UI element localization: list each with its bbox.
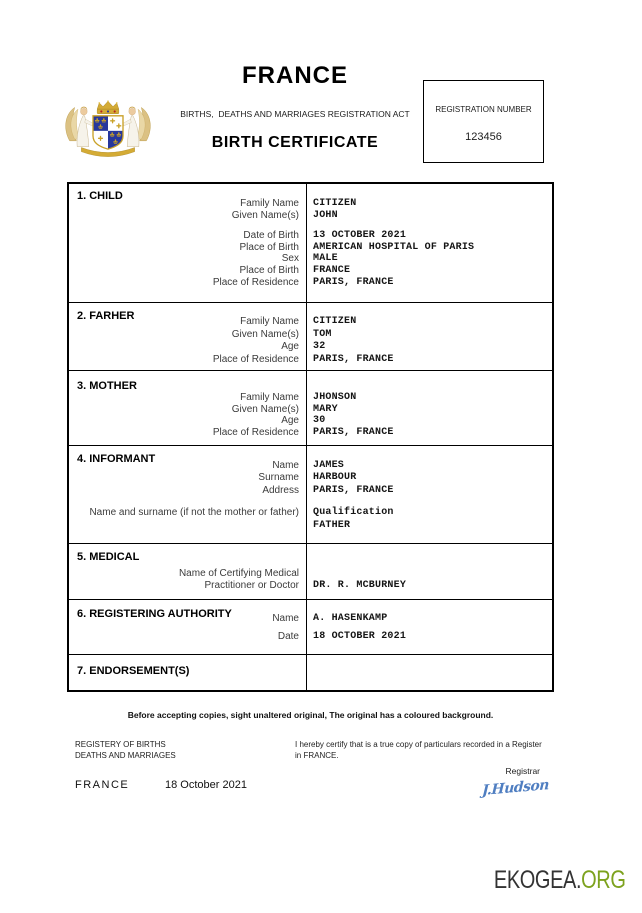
registrar-label: Registrar [505, 766, 540, 776]
field-label: Name [272, 460, 299, 471]
field-value: PARIS, FRANCE [313, 353, 394, 365]
field-label: Given Name(s) [231, 209, 299, 221]
section-endorsements-title: 7. ENDORSEMENT(S) [77, 665, 190, 677]
spacer [313, 497, 552, 507]
section-child-labels [69, 184, 307, 302]
field-value: AMERICAN HOSPITAL OF PARIS [313, 241, 475, 253]
field-label: Name [272, 613, 299, 624]
section-mother-title: 3. MOTHER [77, 380, 137, 392]
footer-country: FRANCE [75, 779, 130, 791]
spacer [313, 568, 552, 580]
france-coat-of-arms-icon [58, 84, 158, 176]
field-value: HARBOUR [313, 472, 357, 484]
country-title: FRANCE [242, 62, 348, 89]
registry-line1: REGISTERY OF BIRTHS [75, 740, 166, 749]
section-medical-values [307, 544, 552, 599]
field-label: Age [281, 415, 299, 427]
field-value: FATHER [313, 519, 351, 531]
section-father [69, 302, 552, 370]
field-value: MARY [313, 403, 338, 415]
act-subtitle: BIRTHS, DEATHS AND MARRIAGES REGISTRATION ACT [180, 109, 410, 119]
field-label: Age [281, 341, 299, 352]
field-value: 30 [313, 415, 326, 427]
section-informant-values [307, 446, 552, 543]
registry-line2: DEATHS AND MARRIAGES [75, 750, 176, 760]
section-endorsements-labels [69, 655, 307, 690]
field-label: Name of Certifying Medical [178, 568, 299, 579]
certify-statement: I hereby certify that is a true copy of particulars recorded in a Register in FRANCE. [295, 740, 542, 760]
field-label: Date of Birth [243, 230, 299, 242]
field-value: Qualification [313, 507, 394, 519]
section-registering-authority [69, 599, 552, 654]
section-endorsements-values [307, 655, 552, 690]
section-registering-authority-title: 6. REGISTERING AUTHORITY [77, 608, 232, 620]
registration-number-value: 123456 [465, 131, 502, 143]
section-medical-labels [69, 544, 307, 599]
field-label: Given Name(s) [231, 403, 299, 415]
field-value: PARIS, FRANCE [313, 276, 394, 288]
section-medical-title: 5. MEDICAL [77, 551, 140, 563]
registration-number-box [423, 80, 544, 163]
ekogea-logo [493, 866, 625, 895]
field-label: Place of Birth [239, 264, 299, 276]
section-registering-authority-labels [69, 600, 307, 654]
field-label: Name and surname (if not the mother or father) [89, 507, 299, 519]
section-child-title: 1. CHILD [77, 190, 123, 202]
registry-block [75, 740, 176, 761]
field-value: 13 OCTOBER 2021 [313, 230, 407, 242]
field-label: Sex [281, 253, 299, 265]
field-value: CITIZEN [313, 198, 357, 209]
field-label: Place of Residence [212, 353, 299, 365]
field-label: Date [277, 631, 299, 642]
footer-date: 18 October 2021 [165, 779, 247, 791]
section-father-title: 2. FARHER [77, 310, 135, 322]
section-child [69, 184, 552, 302]
field-value: 18 OCTOBER 2021 [313, 631, 407, 642]
field-value: CITIZEN [313, 316, 357, 327]
field-label: Family Name [240, 198, 299, 209]
section-mother-labels [69, 371, 307, 445]
section-informant [69, 445, 552, 543]
field-label: Practitioner or Doctor [204, 579, 299, 591]
field-value: PARIS, FRANCE [313, 484, 394, 496]
section-informant-title: 4. INFORMANT [77, 453, 156, 465]
document-title: BIRTH CERTIFICATE [211, 134, 379, 151]
registrar-signature: J.Hudson [481, 777, 550, 799]
field-label: Address [262, 484, 299, 496]
field-label: Family Name [240, 316, 299, 327]
field-value: A. HASENKAMP [313, 613, 388, 624]
field-label: Place of Birth [239, 241, 299, 253]
field-value: JAMES [313, 460, 345, 471]
field-label: Place of Residence [212, 276, 299, 288]
ekogea-logo-green: ORG [580, 866, 625, 894]
field-label: Surname [258, 472, 299, 484]
section-registering-authority-values [307, 600, 552, 654]
section-informant-labels [69, 446, 307, 543]
section-child-values [307, 184, 552, 302]
field-value: JHONSON [313, 392, 357, 403]
field-value: 32 [313, 341, 326, 352]
field-value: DR. R. MCBURNEY [313, 579, 407, 591]
field-value: PARIS, FRANCE [313, 426, 394, 438]
field-value: FRANCE [313, 264, 351, 276]
spacer [313, 221, 552, 230]
field-value: MALE [313, 253, 338, 265]
registration-number-label: REGISTRATION NUMBER [435, 105, 532, 114]
section-medical [69, 543, 552, 599]
copies-notice: Before accepting copies, sight unaltered original, The original has a coloured background. [127, 710, 494, 720]
section-mother [69, 370, 552, 445]
ekogea-logo-dark: EKOGEA. [493, 866, 581, 894]
section-endorsements [69, 654, 552, 690]
section-mother-values [307, 371, 552, 445]
section-father-values [307, 303, 552, 370]
spacer [69, 497, 299, 507]
certificate-table [67, 182, 554, 692]
spacer [69, 221, 299, 230]
field-value: JOHN [313, 209, 338, 221]
section-father-labels [69, 303, 307, 370]
field-label: Place of Residence [212, 426, 299, 438]
field-value: TOM [313, 328, 332, 340]
field-label: Given Name(s) [231, 328, 299, 340]
field-label: Family Name [240, 392, 299, 403]
